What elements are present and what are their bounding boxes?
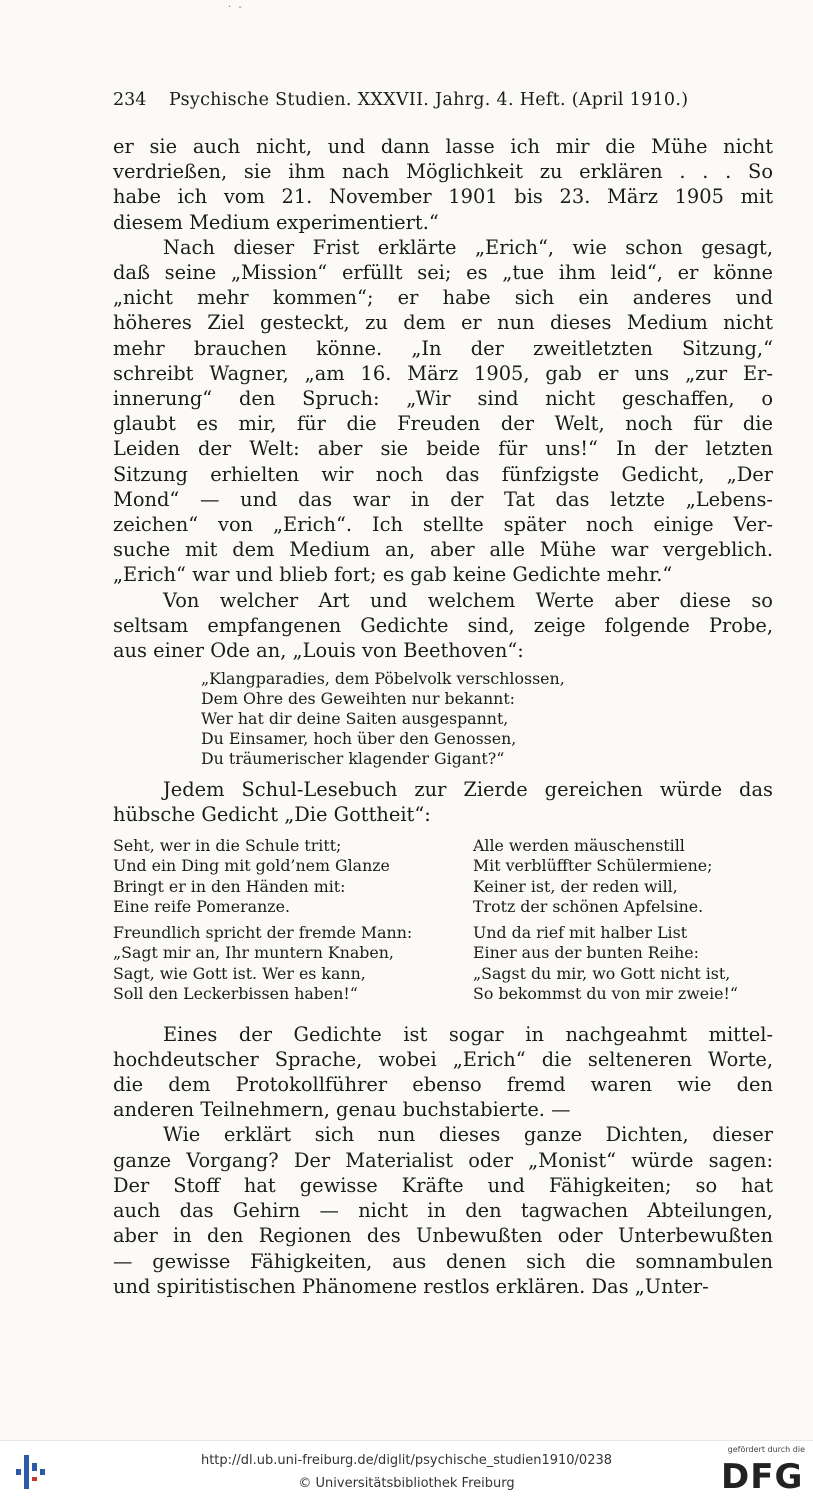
text-line: innerung“ den Spruch: „Wir sind nicht geschaffen, o xyxy=(113,387,773,411)
text-line: er sie auch nicht, und dann lasse ich mir die Mühe nicht xyxy=(113,135,773,158)
paragraph-5 xyxy=(113,1022,773,1123)
text-line: Eines der Gedichte ist sogar in nachgeahmt mittel- xyxy=(163,1022,773,1046)
text-line: verdrießen, sie ihm nach Möglichkeit zu erklären . . . So xyxy=(113,160,773,184)
text-line: Jedem Schul-Lesebuch zur Zierde gereichen würde das xyxy=(163,778,773,802)
poem-right-column xyxy=(473,836,773,1010)
text-line: anderen Teilnehmern, genau buchstabierte. — xyxy=(113,1098,571,1122)
text-line: Nach dieser Frist erklärte „Erich“, wie schon gesagt, xyxy=(163,235,773,259)
poem-line: „Sagst du mir, wo Gott nicht ist, xyxy=(473,963,731,983)
text-line: und spiritistischen Phänomene restlos erklären. Das „Unter- xyxy=(113,1274,709,1298)
poem-left-column xyxy=(113,836,469,1010)
svg-text:DFG: DFG xyxy=(721,1457,804,1492)
running-head-title: Psychische Studien. XXXVII. Jahrg. 4. Heft. (April 1910.) xyxy=(169,90,689,110)
text-line: seltsam empfangenen Gedichte sind, zeige folgende Probe, xyxy=(113,613,773,637)
verse-line: „Klangparadies, dem Pöbelvolk verschlossen, xyxy=(201,669,565,689)
text-line: hochdeutscher Sprache, wobei „Erich“ die selteneren Worte, xyxy=(113,1047,773,1071)
paragraph-1 xyxy=(113,134,773,235)
poem-stanza xyxy=(473,923,773,1005)
paragraph-6 xyxy=(113,1122,773,1298)
text-line: — gewisse Fähigkeiten, aus denen sich die somnambulen xyxy=(113,1249,773,1273)
verse-line: Wer hat dir deine Saiten ausgespannt, xyxy=(201,709,509,729)
poem-line: Freundlich spricht der fremde Mann: xyxy=(113,922,413,942)
dfg-caption: gefördert durch die xyxy=(727,1445,805,1454)
paragraph-3 xyxy=(113,588,773,664)
text-line: aber in den Regionen des Unbewußten oder Unterbewußten xyxy=(113,1224,773,1248)
poem-line: Eine reife Pomeranze. xyxy=(113,897,290,917)
text-line: Wie erklärt sich nun dieses ganze Dichten, dieser xyxy=(163,1123,773,1147)
poem-line: Und da rief mit halber List xyxy=(473,922,688,942)
text-line: Der Stoff hat gewisse Kräfte und Fähigkeiten; so hat xyxy=(113,1173,773,1197)
poem-line: Mit verblüffter Schülermiene; xyxy=(473,856,713,876)
body-text xyxy=(113,134,773,1299)
text-line: die dem Protokollführer ebenso fremd waren wie den xyxy=(113,1073,773,1097)
paragraph-4 xyxy=(113,777,773,827)
text-line: Mond“ — und das war in der Tat das letzte „Lebens- xyxy=(113,487,773,511)
text-line: höheres Ziel gesteckt, zu dem er nun dieses Medium nicht xyxy=(113,311,773,335)
text-line: glaubt es mir, für die Freuden der Welt, noch für die xyxy=(113,412,773,436)
text-line: auch das Gehirn — nicht in den tagwachen Abteilungen, xyxy=(113,1199,773,1223)
poem-die-gottheit xyxy=(113,836,773,1010)
poem-line: Alle werden mäuschenstill xyxy=(473,835,685,855)
text-line: hübsche Gedicht „Die Gottheit“: xyxy=(113,803,431,827)
verse-line: Du träumerischer klagender Gigant?“ xyxy=(201,749,505,769)
text-line: Von welcher Art und welchem Werte aber diese so xyxy=(163,588,773,612)
poem-line: Keiner ist, der reden will, xyxy=(473,876,678,896)
verse-line: Du Einsamer, hoch über den Genossen, xyxy=(201,729,517,749)
text-line: suche mit dem Medium an, aber alle Mühe war vergeblich. xyxy=(113,538,773,562)
page-number: 234 xyxy=(113,90,147,110)
text-line: diesem Medium experimentiert.“ xyxy=(113,210,439,234)
copyright-notice: © Universitätsbibliothek Freiburg xyxy=(298,1476,515,1491)
poem-line: Seht, wer in die Schule tritt; xyxy=(113,835,342,855)
text-line: aus einer Ode an, „Louis von Beethoven“: xyxy=(113,639,524,663)
text-line: „nicht mehr kommen“; er habe sich ein anderes und xyxy=(113,286,773,310)
poem-stanza xyxy=(473,836,773,918)
text-line: „Erich“ war und blieb fort; es gab keine Gedichte mehr.“ xyxy=(113,563,673,587)
poem-line: Einer aus der bunten Reihe: xyxy=(473,943,699,963)
poem-line: Bringt er in den Händen mit: xyxy=(113,876,346,896)
text-line: Sitzung erhielten wir noch das fünfzigste Gedicht, „Der xyxy=(113,462,773,486)
viewer-footer xyxy=(0,1440,813,1499)
text-line: mehr brauchen könne. „In der zweitletzten Sitzung,“ xyxy=(113,336,773,360)
text-line: ganze Vorgang? Der Materialist oder „Monist“ würde sagen: xyxy=(113,1148,773,1172)
dfg-badge xyxy=(715,1445,805,1495)
poem-line: So bekommst du von mir zweie!“ xyxy=(473,984,738,1004)
paragraph-2 xyxy=(113,235,773,588)
poem-line: Trotz der schönen Apfelsine. xyxy=(473,897,704,917)
poem-line: Und ein Ding mit gold’nem Glanze xyxy=(113,856,390,876)
text-line: daß seine „Mission“ erfüllt sei; es „tue ihm leid“, er könne xyxy=(113,261,773,285)
document-url-link[interactable]: http://dl.ub.uni-freiburg.de/diglit/psychische_studien1910/0238 xyxy=(200,1453,613,1468)
verse-line: Dem Ohre des Geweihten nur bekannt: xyxy=(201,689,515,709)
text-line: Leiden der Welt: aber sie beide für uns!“ In der letzten xyxy=(113,437,773,461)
poem-stanza xyxy=(113,923,469,1005)
dfg-logo-icon xyxy=(719,1456,805,1492)
text-line: zeichen“ von „Erich“. Ich stellte später noch einige Ver- xyxy=(113,513,773,537)
verse-beethoven xyxy=(201,669,773,769)
poem-line: Sagt, wie Gott ist. Wer es kann, xyxy=(113,963,366,983)
poem-line: „Sagt mir an, Ihr muntern Knaben, xyxy=(113,943,394,963)
scan-artifact-mark: · - xyxy=(228,2,244,13)
poem-stanza xyxy=(113,836,469,918)
text-line: habe ich vom 21. November 1901 bis 23. März 1905 mit xyxy=(113,185,773,209)
poem-line: Soll den Leckerbissen haben!“ xyxy=(113,984,358,1004)
text-line: schreibt Wagner, „am 16. März 1905, gab er uns „zur Er- xyxy=(113,361,773,385)
